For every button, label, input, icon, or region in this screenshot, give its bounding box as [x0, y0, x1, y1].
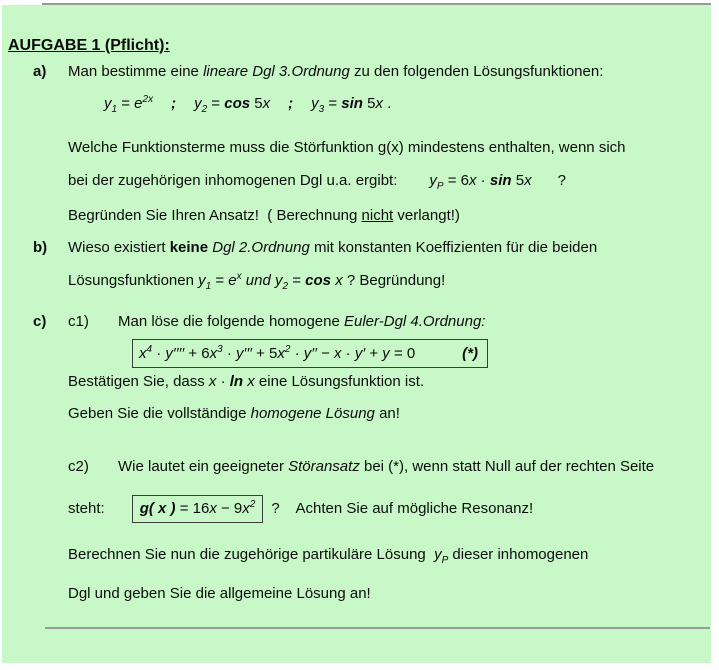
formula-euler: [139, 345, 415, 362]
math-eu-primes3: ′′′: [243, 345, 252, 362]
math-eu-y5: y: [382, 345, 390, 362]
task-c-label: c): [33, 313, 47, 330]
math-eu-y1: y: [165, 345, 173, 362]
text-welche-funktionsterme: Welche Funktionsterme muss die Störfunktion g(x) mindestens enthalten, wenn sich: [68, 139, 626, 156]
text-steht-row: [68, 495, 533, 523]
text-geben-post: an!: [374, 405, 400, 422]
math-e: e: [134, 95, 143, 112]
math-eq2: =: [207, 95, 225, 112]
math-xlnx-x2: x: [247, 373, 255, 390]
math-y1-sub: 1: [111, 104, 118, 115]
math-eu-exp3: 3: [217, 344, 223, 355]
text-berechnen: [68, 545, 588, 565]
math-period: .: [383, 95, 392, 112]
text-bestaetigen-post: eine Lösungsfunktion ist.: [254, 373, 425, 390]
task-a-label: a): [33, 63, 47, 80]
math-eu-y2: y: [236, 345, 244, 362]
text-euler-dgl-emphasis: Euler-Dgl 4.Ordnung:: [344, 313, 486, 330]
math-cos: cos: [224, 95, 251, 112]
task-c2-pre: Wie lautet ein geeigneter: [118, 458, 289, 475]
math-yp-5: 5: [511, 172, 525, 189]
math-eq3: =: [324, 95, 342, 112]
math-y2: y: [194, 95, 202, 112]
gx-equation-box: [132, 495, 264, 523]
text-bestaetigen: [68, 372, 424, 392]
math-y3-sub: 3: [318, 104, 325, 115]
math-b-e: e: [228, 272, 237, 289]
math-yp-x1: x: [469, 172, 477, 189]
task-c1-pre: Man löse die folgende homogene: [118, 313, 344, 330]
math-eu-eq0: = 0: [389, 345, 416, 362]
math-eu-prime1: ′: [362, 345, 366, 362]
text-berechnen-post: dieser inhomogenen: [448, 546, 589, 563]
math-eu-x2: x: [209, 345, 218, 362]
math-eu-primes2: ′′: [311, 345, 317, 362]
text-geben: [68, 404, 400, 424]
task-a-intro-pre: Man bestimme eine: [68, 63, 204, 80]
math-b-e-exponent: x: [236, 271, 242, 282]
math-xlnx-dot: ·: [216, 373, 230, 390]
math-b-eq2: =: [288, 272, 306, 289]
math-ln: ln: [229, 373, 248, 390]
math-eu-x3: x: [277, 345, 285, 362]
text-berechnen-pre: Berechnen Sie nun die zugehörige partikuläre Lösung: [68, 546, 435, 563]
text-achten: ? Achten Sie auf mögliche Resonanz!: [271, 500, 534, 517]
math-eu-dot1: ·: [152, 345, 166, 362]
task-c2-line: [118, 457, 654, 477]
math-eu-dot2: ·: [222, 345, 236, 362]
text-begruenden-pre: Begründen Sie Ihren Ansatz! ( Berechnung: [68, 207, 362, 224]
math-e-exponent: 2x: [142, 94, 154, 105]
math-gx-x1: x: [209, 500, 217, 517]
math-b-y2: y: [275, 272, 283, 289]
task-b-line2-post: ? Begründung!: [342, 272, 446, 289]
math-yp-dot: ·: [476, 172, 490, 189]
math-sin: sin: [341, 95, 363, 112]
math-b-und: und: [241, 272, 275, 289]
text-begruenden: [68, 206, 460, 226]
task-c1-label: c1): [68, 313, 89, 330]
text-geben-pre: Geben Sie die vollständige: [68, 405, 251, 422]
task-a-intro: [68, 62, 603, 82]
math-eu-exp2: 2: [284, 344, 291, 355]
text-keine-bold: keine: [169, 239, 209, 256]
euler-equation-box: [132, 339, 488, 368]
math-eu-dot3: ·: [290, 345, 304, 362]
math-eq1: =: [117, 95, 135, 112]
math-eu-primes4: ′′′′: [172, 345, 185, 362]
math-eu-y4: y: [354, 345, 363, 362]
task-b-pre: Wieso existiert: [68, 239, 170, 256]
task-b-label: b): [33, 239, 48, 256]
math-x2: x: [375, 95, 383, 112]
math-gx-minus9: − 9: [216, 500, 243, 517]
math-ber-yp: y: [434, 546, 442, 563]
math-gx: g( x ): [139, 500, 176, 517]
text-steht: steht:: [68, 500, 105, 517]
text-dgl-allgemein: Dgl und geben Sie die allgemeine Lösung an!: [68, 585, 371, 602]
formula-yp: [429, 172, 532, 192]
math-b-eq1: =: [211, 272, 229, 289]
text-dgl2-emphasis: Dgl 2.Ordnung: [212, 239, 310, 256]
text-ergibt: bei der zugehörigen inhomogenen Dgl u.a. ergibt:: [68, 172, 398, 189]
math-b-cos: cos: [305, 272, 336, 289]
text-bestaetigen-pre: Bestätigen Sie, dass: [68, 373, 209, 390]
task-b-line2-pre: Lösungsfunktionen: [68, 272, 199, 289]
math-separator-2: ;: [288, 95, 294, 112]
math-gx-eq16: = 16: [175, 500, 210, 517]
text-stoeransatz-emphasis: Störansatz: [288, 458, 360, 475]
math-yp: y: [429, 172, 437, 189]
math-5b: 5: [362, 95, 376, 112]
math-eu-minus: −: [316, 345, 335, 362]
math-separator-1: ;: [171, 95, 177, 112]
text-nicht-underlined: nicht: [361, 207, 394, 224]
bottom-divider: [45, 627, 710, 629]
math-gx-exp2: 2: [249, 499, 256, 510]
task-a-intro-post: zu den folgenden Lösungsfunktionen:: [349, 63, 604, 80]
task-c2-label: c2): [68, 458, 89, 475]
math-eu-exp4: 4: [146, 344, 153, 355]
math-eu-plus6: + 6: [184, 345, 210, 362]
math-y3: y: [311, 95, 319, 112]
math-eu-x4: x: [334, 345, 342, 362]
math-yp-sub: P: [436, 181, 444, 192]
math-b-y1: y: [198, 272, 206, 289]
math-5a: 5: [250, 95, 263, 112]
task-a-intro-emphasis: lineare Dgl 3.Ordnung: [203, 63, 350, 80]
math-eu-plus5: + 5: [251, 345, 278, 362]
task-c1-intro: [118, 312, 485, 332]
math-y2-sub: 2: [201, 104, 208, 115]
task-c2-post: bei (*), wenn statt Null auf der rechten Seite: [359, 458, 655, 475]
math-eu-dot4: ·: [341, 345, 355, 362]
math-yp-eq: = 6: [443, 172, 470, 189]
math-yp-x2: x: [524, 172, 532, 189]
text-begruenden-post: verlangt!): [393, 207, 460, 224]
math-xlnx-x1: x: [208, 373, 217, 390]
math-b-x: x: [335, 272, 343, 289]
math-y1: y: [104, 95, 112, 112]
math-yp-sin: sin: [489, 172, 512, 189]
math-b-y1-sub: 1: [205, 281, 212, 292]
page-title: AUFGABE 1 (Pflicht):: [8, 37, 170, 54]
math-eu-plus: +: [365, 345, 383, 362]
task-b-line1: [68, 238, 597, 258]
math-eu-x1: x: [139, 345, 147, 362]
math-gx-x2: x: [242, 500, 250, 517]
math-x1: x: [262, 95, 271, 112]
task-b-post: mit konstanten Koeffizienten für die beiden: [309, 239, 598, 256]
formula-solution-functions: [104, 94, 391, 114]
text-ergibt-row: [68, 171, 566, 191]
star-marker: (*): [462, 345, 478, 362]
math-ber-yp-sub: P: [441, 555, 449, 566]
math-b-y2-sub: 2: [282, 281, 289, 292]
math-eu-y3: y: [303, 345, 312, 362]
question-mark: ?: [557, 172, 566, 189]
text-homogene-loesung-emphasis: homogene Lösung: [250, 405, 375, 422]
task-b-line2: [68, 271, 445, 291]
